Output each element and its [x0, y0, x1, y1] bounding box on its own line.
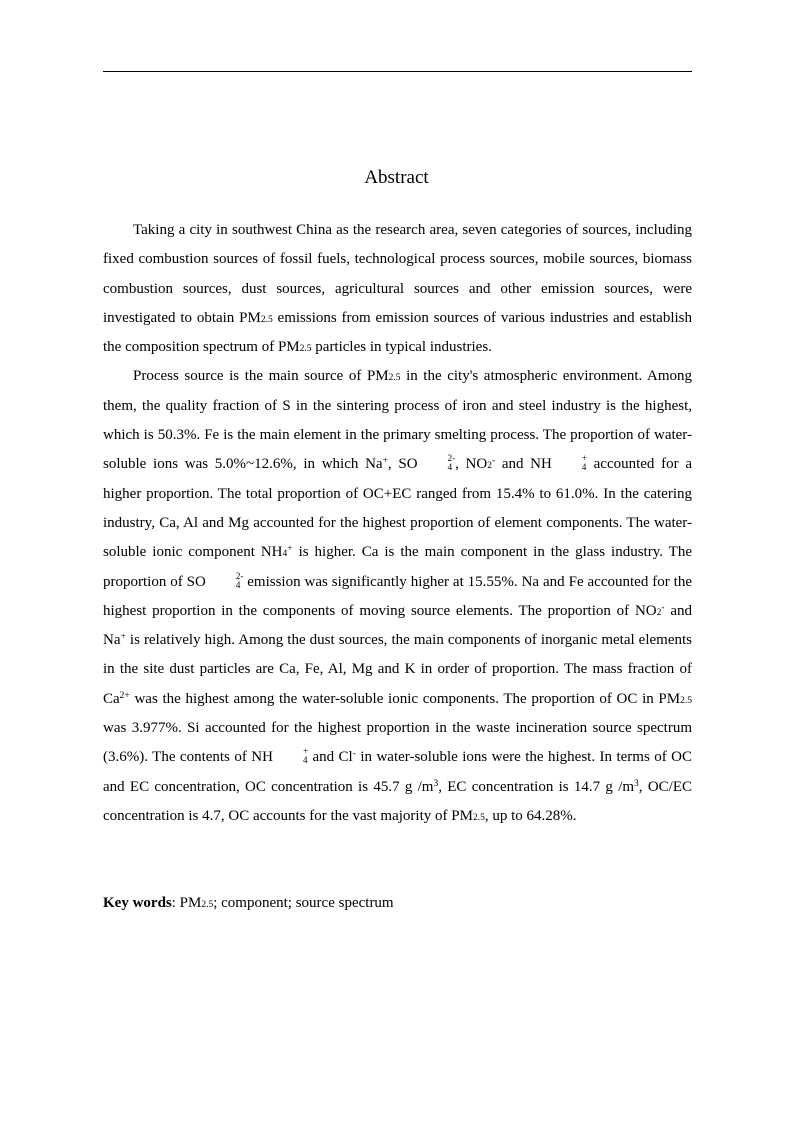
abstract-paragraph-1 — [103, 216, 692, 362]
stacked-script — [206, 572, 244, 590]
stacked-script — [418, 454, 456, 472]
superscript: 3 — [433, 778, 439, 789]
abstract-title: Abstract — [364, 167, 429, 188]
subscript: 4 — [282, 549, 288, 560]
superscript: - — [661, 602, 665, 613]
text-run: and NH — [495, 456, 552, 473]
subscript: 2.5 — [299, 344, 312, 355]
subscript: 2.5 — [260, 314, 273, 325]
subscript: 2 — [487, 461, 492, 472]
text-run: was 3.977%. Si accounted for the highest proportion in the waste incineration source spectrum (3.6%). The contents of NH — [103, 720, 692, 766]
superscript: + — [382, 456, 388, 467]
text-run: , up to 64.28%. — [484, 807, 577, 824]
subscript: 4 — [447, 462, 453, 473]
text-run: , SO — [387, 456, 418, 473]
superscript: 3 — [634, 778, 639, 789]
text-run: emission was significantly higher at 15.55%. Na and Fe accounted for the highest proportion in the components of moving source elements. The proportion of NO — [103, 573, 692, 619]
keywords-text — [180, 895, 394, 911]
text-run: emissions from emission sources of various industries and establish the composition spectrum of PM — [103, 309, 692, 356]
text-run: , NO — [455, 456, 488, 473]
subscript: 2 — [656, 607, 662, 618]
superscript: 2- — [447, 453, 456, 464]
subscript: 2.5 — [680, 695, 692, 706]
text-run: is relatively high. Among the dust sources, the main components of inorganic metal elements in the site dust particles are Ca, Fe, Al, Mg and K in order of proportion. The mass fraction of Ca — [103, 632, 692, 707]
text-run: , EC concentration is 14.7 g /m — [438, 778, 635, 795]
subscript: 2.5 — [388, 373, 401, 384]
subscript: 2.5 — [201, 900, 214, 910]
superscript: 2+ — [119, 690, 130, 701]
text-run: ; component; source spectrum — [213, 895, 394, 911]
text-run: and Cl — [308, 749, 353, 766]
superscript: + — [120, 632, 126, 643]
keywords-label: Key words — [103, 895, 172, 911]
text-run: PM — [179, 895, 202, 911]
subscript: 4 — [581, 462, 587, 473]
text-run: particles in typical industries. — [311, 339, 492, 356]
text-run: is higher. Ca is the main component in the glass industry. The proportion of SO — [103, 544, 692, 590]
text-run: and Na — [103, 602, 692, 649]
superscript: + — [581, 453, 587, 464]
superscript: + — [287, 544, 293, 555]
superscript: 2- — [235, 570, 244, 581]
keywords-line — [103, 889, 692, 918]
text-run: in the city's atmospheric environment. Among them, the quality fraction of S in the sintering process of iron and steel industry is the highest, which is 50.3%. Fe is the main element in the primary smelting process. The proportion of water-soluble ions was 5.0%~12.6%, in which Na — [103, 368, 692, 473]
text-run: Process source is the main source of PM — [133, 368, 389, 385]
abstract-paragraph-2 — [103, 362, 692, 831]
subscript: 4 — [235, 579, 241, 590]
subscript: 4 — [302, 755, 308, 766]
stacked-script — [552, 454, 587, 472]
text-run: Taking a city in southwest China as the research area, seven categories of sources, including fixed combustion sources of fossil fuels, technological process sources, mobile sources, biomass combustion sources, dust sources, agricultural sources and other emission sources, were investigated to obtain PM — [103, 222, 692, 326]
superscript: - — [491, 456, 496, 467]
text-run: , OC/EC concentration is 4.7, OC accounts for the vast majority of PM — [103, 778, 692, 824]
abstract-body — [103, 216, 692, 831]
header-rule — [103, 71, 692, 72]
stacked-script — [273, 747, 308, 765]
text-run: was the highest among the water-soluble ionic components. The proportion of OC in PM — [129, 690, 681, 707]
subscript: 2.5 — [472, 812, 485, 823]
superscript: - — [352, 749, 356, 760]
keywords-separator: : — [171, 895, 180, 911]
text-run: accounted for a higher proportion. The total proportion of OC+EC ranged from 15.4% to 61.0%. In the catering industry, Ca, Al and Mg accounted for the highest proportion of element components. The water-soluble ionic component NH — [103, 456, 692, 561]
text-run: in water-soluble ions were the highest. In terms of OC and EC concentration, OC concentration is 45.7 g /m — [103, 749, 692, 795]
superscript: + — [302, 746, 309, 757]
